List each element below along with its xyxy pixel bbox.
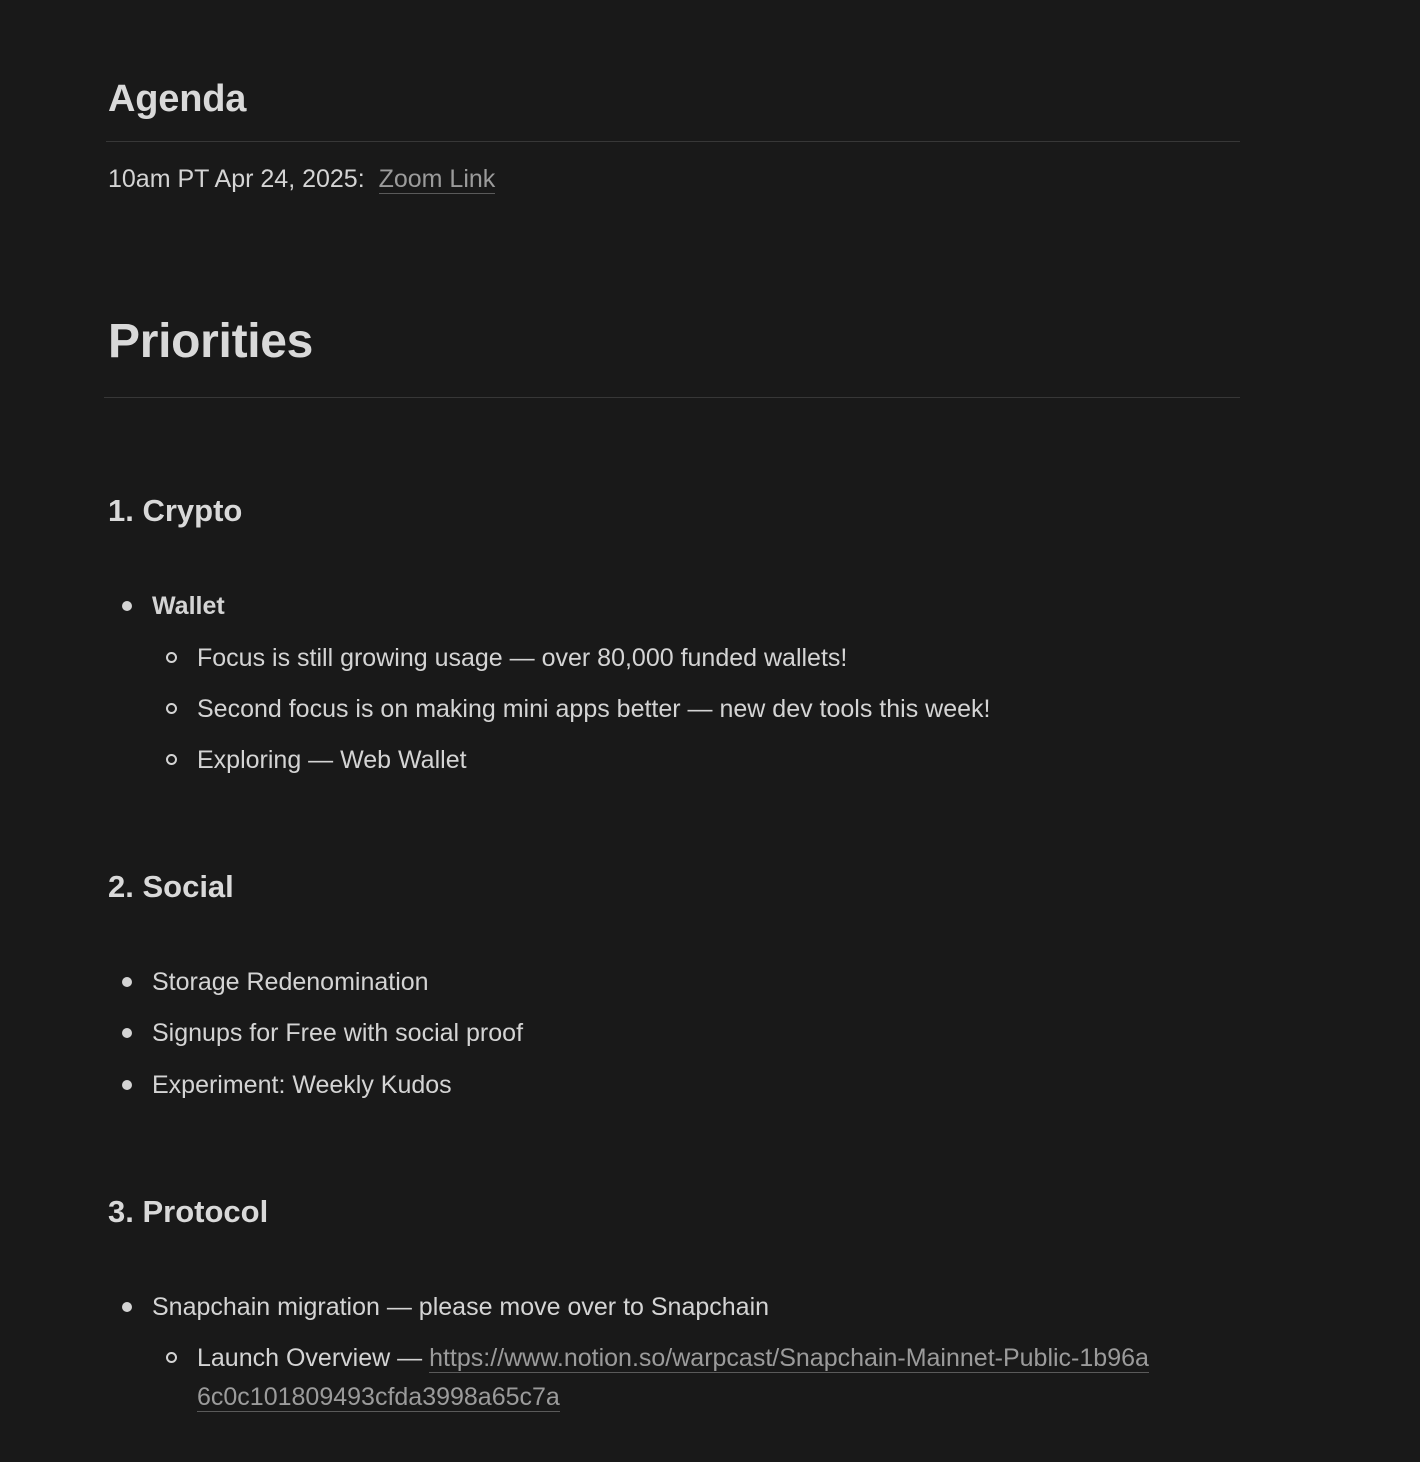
bullet-dot bbox=[122, 1028, 132, 1038]
section-heading-social: 2. Social bbox=[108, 869, 234, 904]
list-item-signups: Signups for Free with social proof bbox=[152, 1019, 524, 1047]
agenda-heading: Agenda bbox=[108, 78, 247, 120]
bullet-dot bbox=[122, 977, 132, 987]
sub-item-funded-wallets: Focus is still growing usage — over 80,000 funded wallets! bbox=[197, 644, 848, 672]
bullet-ring bbox=[166, 1352, 177, 1363]
bullet-dot bbox=[122, 601, 132, 611]
sub-item-web-wallet: Exploring — Web Wallet bbox=[197, 746, 467, 774]
zoom-link[interactable]: Zoom Link bbox=[378, 165, 496, 193]
bullet-dot bbox=[122, 1080, 132, 1090]
bullet-ring bbox=[166, 754, 177, 765]
bullet-ring bbox=[166, 703, 177, 714]
list-item-wallet: Wallet bbox=[152, 592, 225, 620]
launch-overview-link[interactable]: https://www.notion.so/warpcast/Snapchain-Mainnet-Public-1b96a6c0c101809493cfda3998a65c7a bbox=[197, 1344, 1149, 1411]
list-item-kudos: Experiment: Weekly Kudos bbox=[152, 1071, 452, 1099]
bullet-ring bbox=[166, 652, 177, 663]
sub-item-mini-apps: Second focus is on making mini apps better — new dev tools this week! bbox=[197, 695, 991, 723]
priorities-heading: Priorities bbox=[108, 315, 314, 368]
sub-item-launch-overview bbox=[197, 1339, 1157, 1417]
priorities-divider bbox=[104, 397, 1240, 398]
list-item-storage: Storage Redenomination bbox=[152, 968, 429, 996]
section-heading-protocol: 3. Protocol bbox=[108, 1194, 269, 1229]
launch-overview-prefix: Launch Overview — bbox=[197, 1344, 423, 1372]
meeting-time: 10am PT Apr 24, 2025: bbox=[108, 165, 365, 193]
section-heading-crypto: 1. Crypto bbox=[108, 493, 243, 528]
bullet-dot bbox=[122, 1302, 132, 1312]
meeting-time-line bbox=[108, 162, 495, 196]
agenda-divider bbox=[106, 141, 1240, 142]
list-item-snapchain: Snapchain migration — please move over to Snapchain bbox=[152, 1293, 770, 1321]
